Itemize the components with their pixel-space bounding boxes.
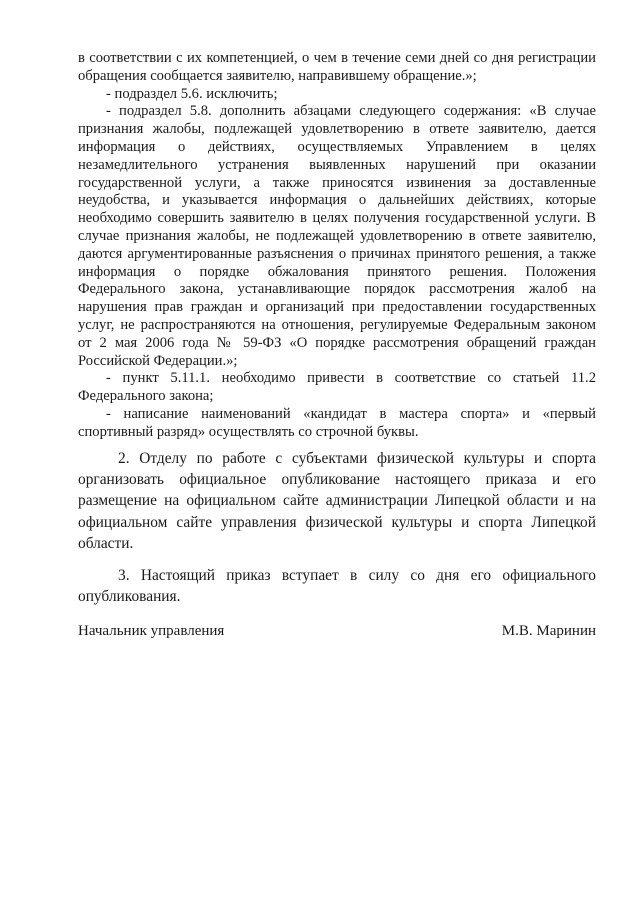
signatory-position: Начальник управления	[78, 623, 225, 639]
order-item-2: 2. Отделу по работе с субъектами физической культуры и спорта организовать официальное опубликование настоящего приказа и его размещение на официальном сайте администрации Липецкой области и на официальном сайте управления физической культуры и спорта Липецкой области.	[78, 449, 596, 553]
signatory-name: М.В. Маринин	[501, 623, 596, 639]
order-item-3: 3. Настоящий приказ вступает в силу со дня его официального опубликования.	[78, 566, 596, 605]
amendments-list	[78, 50, 596, 442]
paragraph-continuation: в соответствии с их компетенцией, о чем в течение семи дней со дня регистрации обращения сообщается заявителю, направившему обращение.»;	[78, 50, 596, 84]
paragraph-subsection-5-6: - подраздел 5.6. исключить;	[106, 85, 278, 102]
paragraph-spelling-rule: - написание наименований «кандидат в мастера спорта» и «первый спортивный разряд» осуществлять со строчной буквы.	[78, 405, 596, 440]
paragraph-clause-5-11-1: - пункт 5.11.1. необходимо привести в соответствие со статьей 11.2 Федерального закона;	[78, 370, 596, 405]
order-items	[78, 448, 596, 608]
paragraph-subsection-5-8: - подраздел 5.8. дополнить абзацами следующего содержания: «В случае признания жалобы, подлежащей удовлетворению в ответе заявителю, дается информация о действиях, осуществляемых Управлением в целях незамедлительного устранения выявленных нарушений при оказании государственной услуги, а также приносятся извинения за доставленные неудобства, и указывается информация о дальнейших действиях, которые необходимо совершить заявителю в целях получения государственной услуги. В случае признания жалобы, не подлежащей удовлетворению в ответе заявителю, даются аргументированные разъяснения о причинах принятого решения, а также информация о порядке обжалования принятого решения. Положения Федерального закона, устанавливающие порядок рассмотрения жалоб на нарушения прав граждан и организаций при предоставлении государственных услуг, не распространяются на отношения, регулируемые Федеральным законом от 2 мая 2006 года № 59-ФЗ «О порядке рассмотрения обращений граждан Российской Федерации.»;	[78, 103, 596, 369]
document-body	[78, 50, 596, 607]
signature-block	[78, 621, 596, 641]
